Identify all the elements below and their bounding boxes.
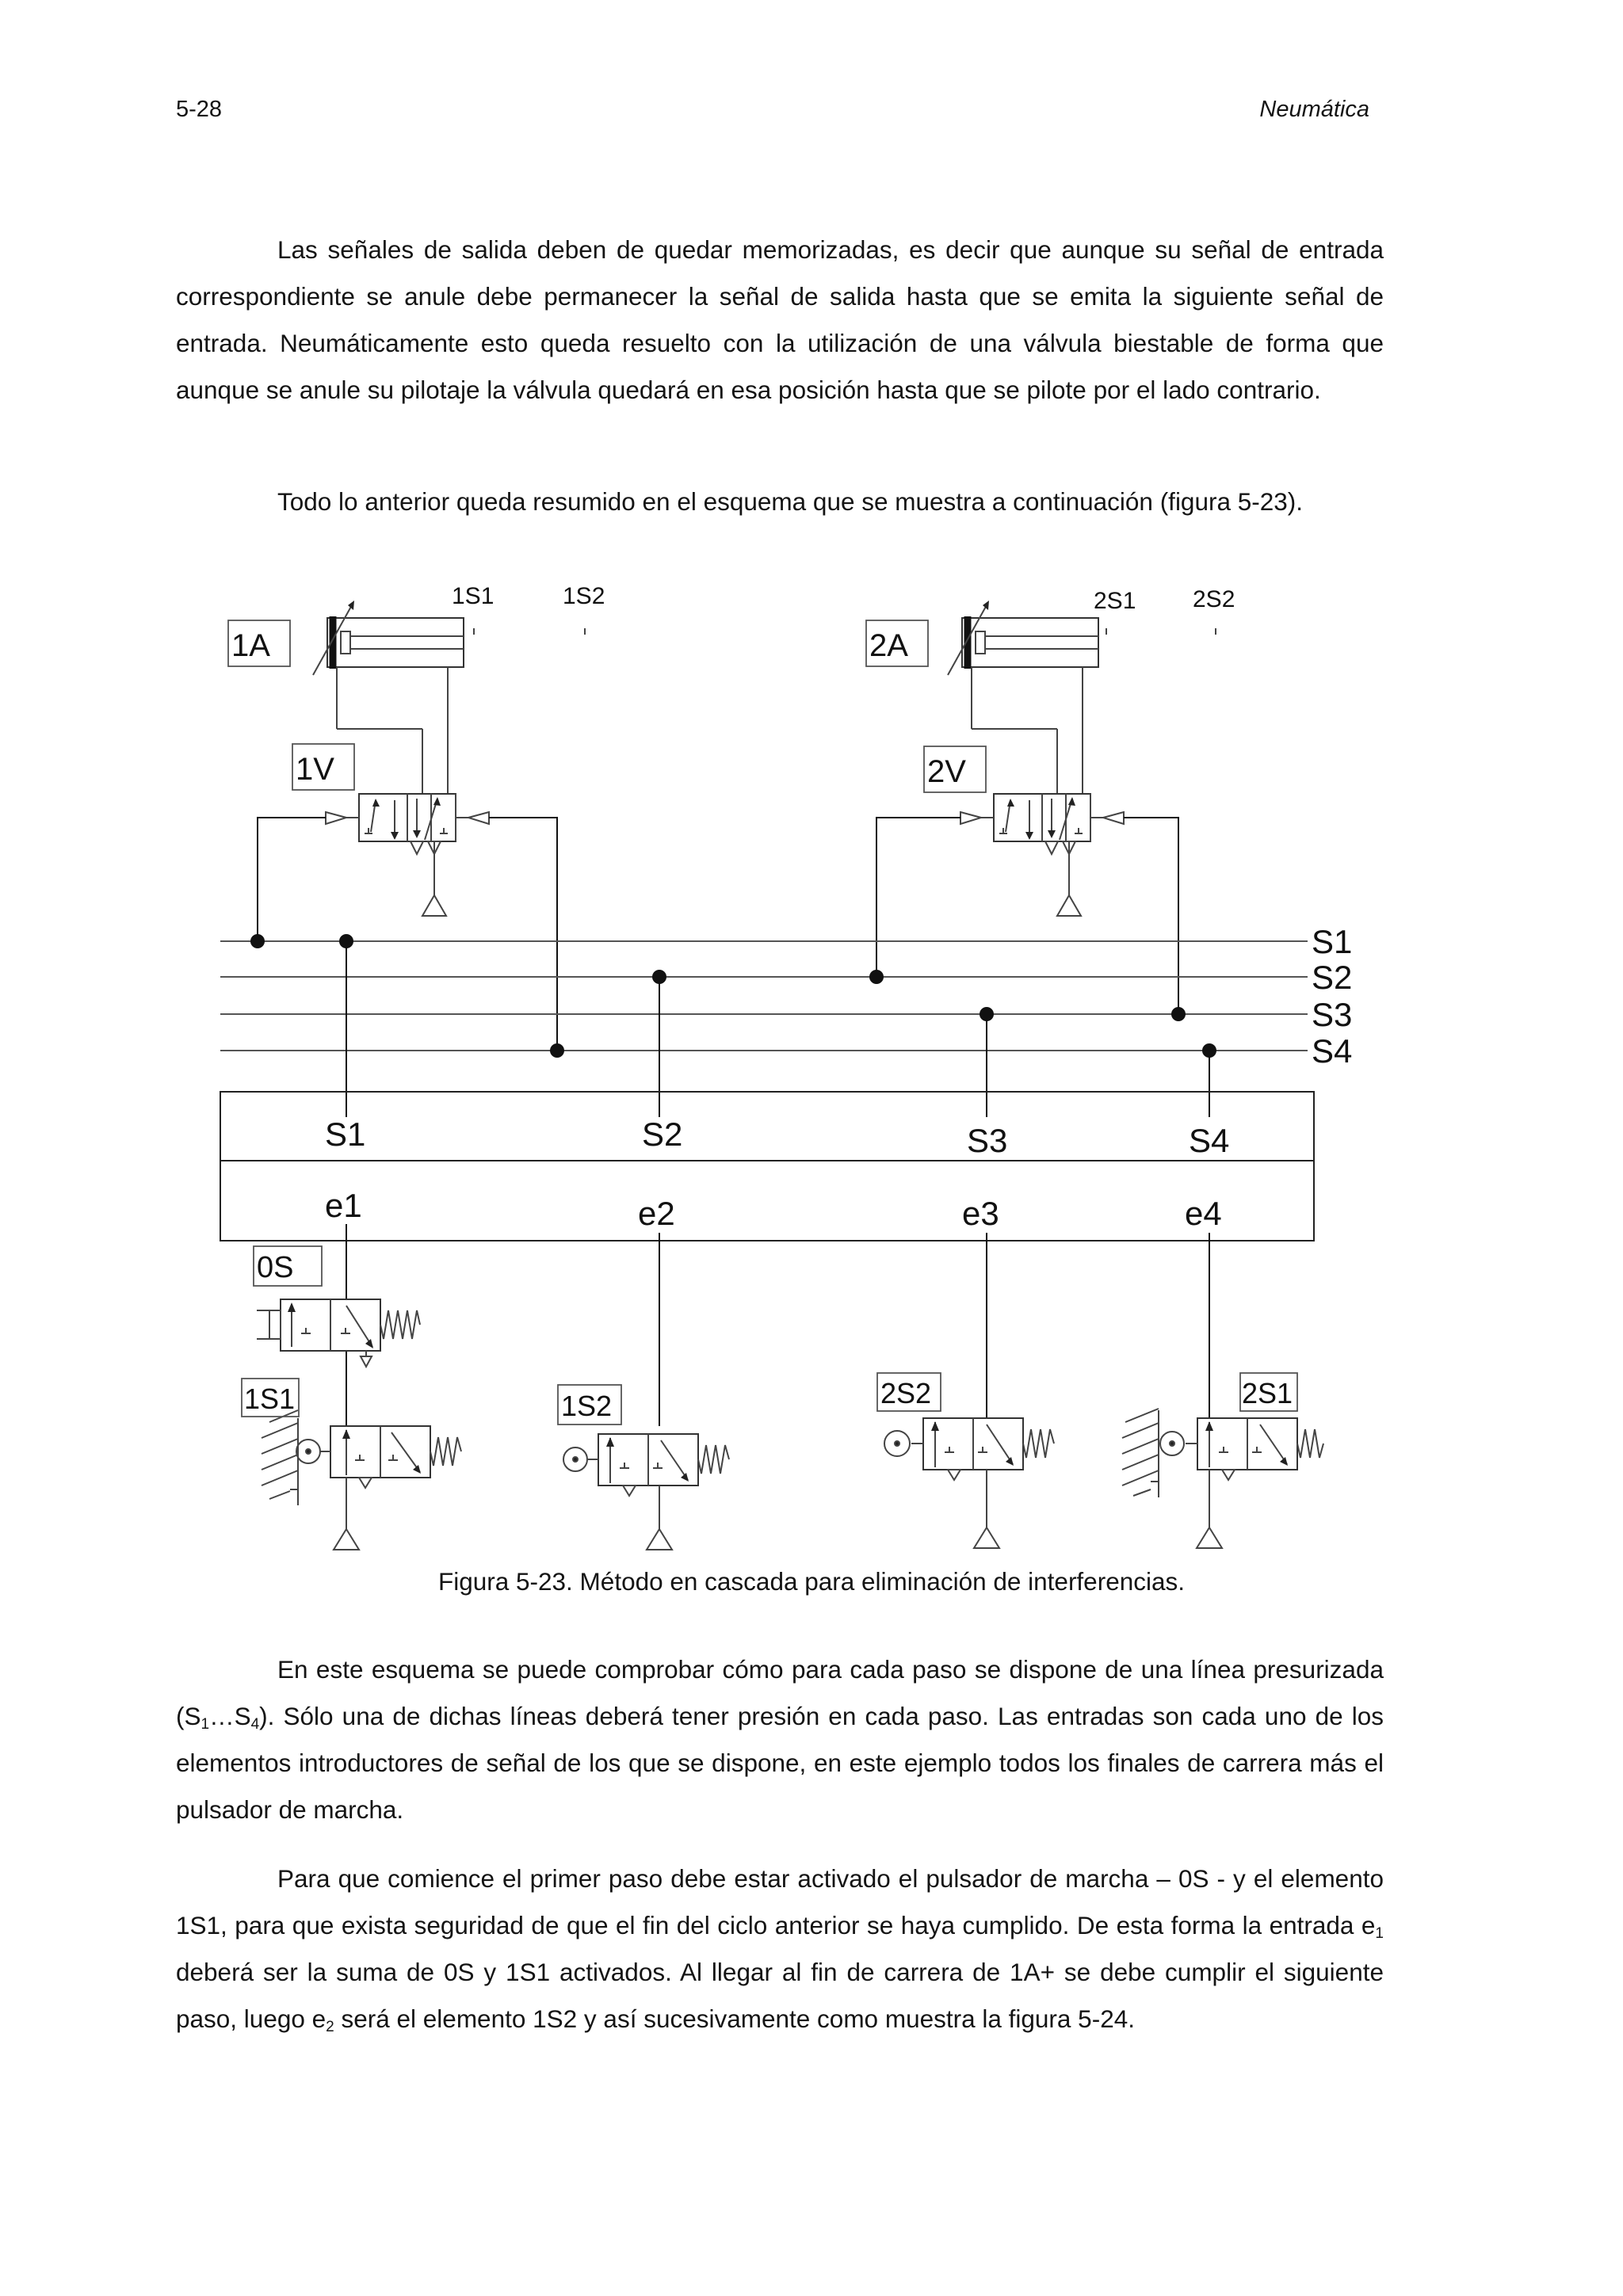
paragraph-1-text: Las señales de salida deben de quedar memorizadas, es decir que aunque su señal de entrada correspondiente se anule debe permanecer la señal de salida hasta que se emita la siguiente señal de entrada. Neumáticamente esto queda resuelto con la utilización de una válvula biestable de forma que aunque se anule su pilotaje la válvula quedará en esa posición hasta que se pilote por el lado contrario.: [176, 235, 1384, 404]
mark-1s1: 1S1: [452, 583, 495, 609]
valve-1v: [326, 794, 489, 916]
block-input-e2: e2: [638, 1195, 675, 1232]
line-label-s1: S1: [1312, 923, 1353, 960]
pressure-lines: [220, 941, 1308, 1051]
block-output-s3: S3: [967, 1122, 1008, 1159]
paragraph-4-c: será el elemento 1S2 y así sucesivamente como muestra la figura 5-24.: [334, 2004, 1135, 2033]
paragraph-4-a: Para que comience el primer paso debe estar activado el pulsador de marcha – 0S - y el elemento 1S1, para que exista seguridad de que el fin del ciclo anterior se haya cumplido. De esta forma la entrada e: [176, 1864, 1384, 1939]
block-output-s4: S4: [1189, 1122, 1230, 1159]
mark-2s2: 2S2: [1193, 586, 1235, 612]
block-output-s1: S1: [325, 1116, 366, 1153]
start-button-0s: [257, 1299, 420, 1367]
cascade-block: [220, 1092, 1314, 1241]
limit-switch-2s1-valve: [1122, 1409, 1323, 1548]
pilot-lines: [258, 818, 1178, 1051]
paragraph-3-sub2: 4: [250, 1716, 260, 1733]
paragraph-3-a: En este esquema se puede comprobar cómo para cada paso se dispone de una línea presurizada (S: [176, 1655, 1384, 1730]
block-input-e1: e1: [325, 1187, 362, 1224]
paragraph-3-c: ). Sólo una de dichas líneas deberá tener presión en cada paso. Las entradas son cada uno de los elementos introductores de señal de los que se dispone, en este ejemplo todos los finales de carrera más el pulsador de marcha.: [176, 1702, 1384, 1824]
label-1s2: 1S2: [561, 1390, 613, 1422]
paragraph-4-b: deberá ser la suma de 0S y 1S1 activados. Al llegar al fin de carrera de 1A+ se debe cumplir el siguiente paso, luego e: [176, 1958, 1384, 2033]
limit-switch-1s2-valve: [563, 1434, 729, 1550]
label-0s: 0S: [257, 1251, 294, 1284]
paragraph-4-sub1: 1: [1375, 1925, 1384, 1942]
output-connections: [346, 941, 1209, 1117]
label-1a: 1A: [231, 628, 270, 663]
section-title: Neumática: [1259, 97, 1369, 122]
input-connections: [346, 1224, 1209, 1426]
block-output-s2: S2: [642, 1116, 683, 1153]
page-number: 5-28: [176, 97, 223, 122]
mark-1s2: 1S2: [563, 583, 605, 609]
block-input-e4: e4: [1185, 1195, 1222, 1232]
label-1v: 1V: [296, 752, 334, 787]
paragraph-4: [176, 1855, 1384, 2042]
limit-switch-2s2-valve: [884, 1418, 1054, 1548]
label-2s2: 2S2: [880, 1377, 932, 1409]
block-input-e3: e3: [962, 1195, 999, 1232]
figure-caption: Figura 5-23. Método en cascada para eliminación de interferencias.: [437, 1567, 1186, 1596]
line-label-s2: S2: [1312, 959, 1353, 996]
junction-dots: [250, 934, 1216, 1058]
mark-2s1: 2S1: [1094, 588, 1136, 614]
valve-2v: [960, 794, 1124, 916]
line-label-s4: S4: [1312, 1032, 1353, 1070]
paragraph-3: [176, 1646, 1384, 1833]
line-label-s3: S3: [1312, 996, 1353, 1033]
label-2s1: 2S1: [1242, 1377, 1293, 1409]
label-2a: 2A: [869, 628, 908, 663]
label-boxes: [228, 620, 1297, 1425]
limit-switch-1s1-valve: [262, 1410, 461, 1550]
paragraph-2-text: Todo lo anterior queda resumido en el esquema que se muestra a continuación (figura 5-23).: [277, 487, 1304, 516]
cylinder-2a: [948, 601, 1216, 794]
paragraph-3-sub1: 1: [200, 1716, 210, 1733]
paragraph-4-sub2: 2: [326, 2019, 334, 2035]
label-2v: 2V: [927, 754, 966, 789]
paragraph-3-b: …S: [209, 1702, 251, 1730]
label-1s1: 1S1: [244, 1383, 296, 1415]
